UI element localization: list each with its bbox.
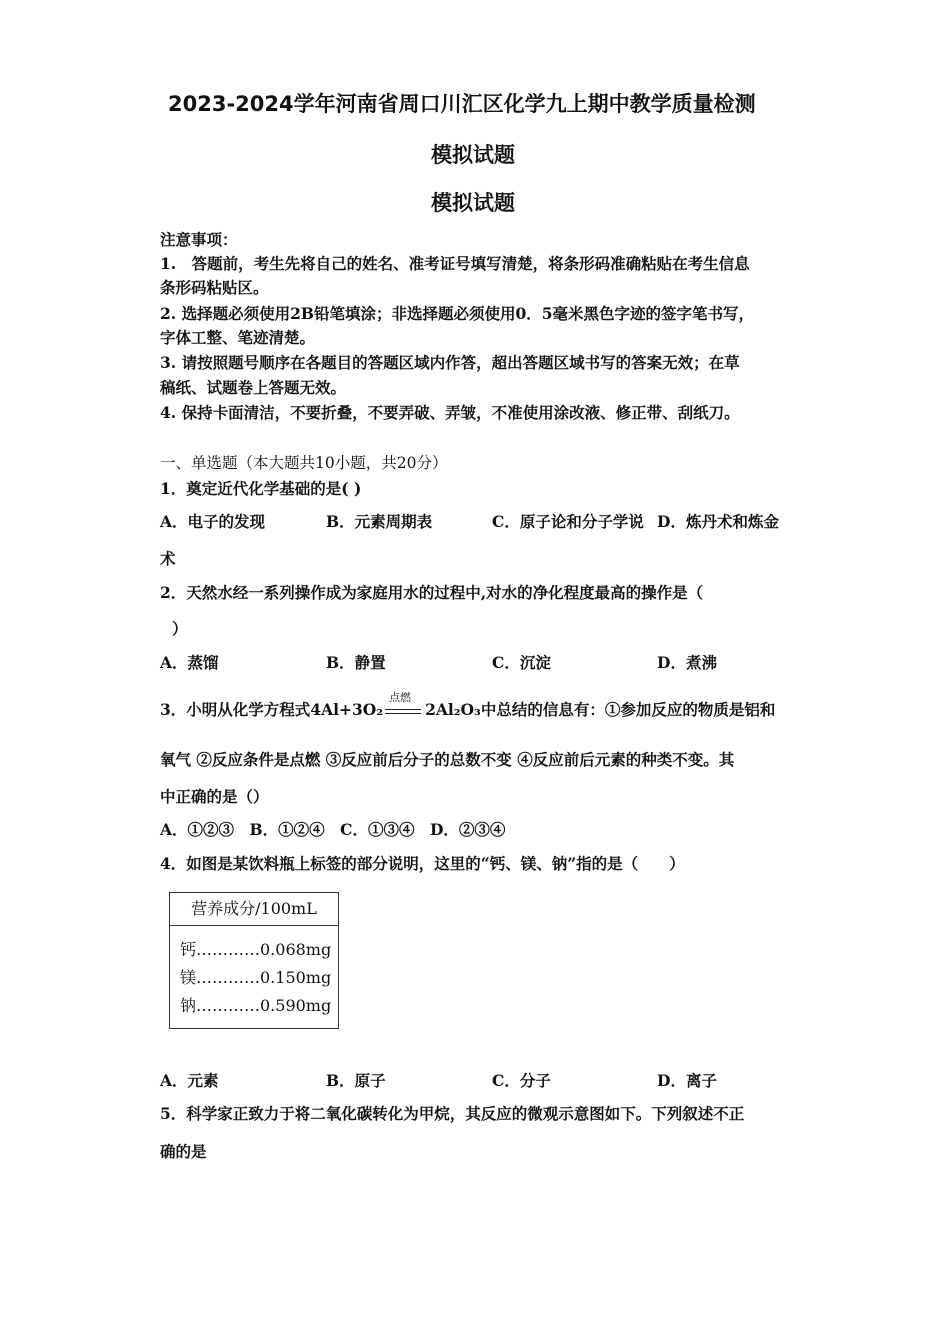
notice-line: 条形码粘贴区。 <box>160 278 269 297</box>
notice-heading: 注意事项： <box>160 230 238 249</box>
notice-line: 3. 请按照题号顺序在各题目的答题区域内作答，超出答题区域书写的答案无效；在草 <box>160 353 740 372</box>
notice-line: 1. 答题前，考生先将自己的姓名、准考证号填写清楚，将条形码准确粘贴在考生信息 <box>160 254 750 273</box>
reaction-condition: 点燃 <box>389 691 412 704</box>
q2-option-d: D．煮沸 <box>657 653 717 672</box>
q4-option-d: D．离子 <box>657 1071 717 1090</box>
q1-option-d-cont: 术 <box>160 549 176 568</box>
q3-stem <box>160 691 776 721</box>
nutrition-row: 钙…………0.068mg <box>180 940 332 959</box>
notice-line: 2. 选择题必须使用2B铅笔填涂；非选择题必须使用0．5毫米黑色字迹的签字笔书写， <box>160 304 755 323</box>
q3-stem-post: 2Al₂O₃中总结的信息有：①参加反应的物质是铝和 <box>425 700 776 719</box>
q2-stem-cont: ） <box>172 619 188 638</box>
nutrition-label-header: 营养成分/100mL <box>170 893 338 926</box>
nutrition-row: 镁…………0.150mg <box>180 968 332 987</box>
notice-line: 字体工整、笔迹清楚。 <box>160 328 316 347</box>
q4-option-c: C．分子 <box>492 1071 551 1090</box>
nutrition-label <box>169 892 339 1029</box>
q2-option-c: C．沉淀 <box>492 653 551 672</box>
q3-stem-pre: 3．小明从化学方程式4Al+3O₂ <box>160 700 384 719</box>
section-heading: 一、单选题（本大题共10小题，共20分） <box>160 454 448 472</box>
reaction-arrow <box>383 691 425 721</box>
notice-line: 4. 保持卡面清洁，不要折叠，不要弄破、弄皱，不准使用涂改液、修正带、刮纸刀。 <box>160 403 740 422</box>
q1-option-b: B．元素周期表 <box>326 512 433 531</box>
q3-stem-line3: 中正确的是（） <box>160 787 269 806</box>
q4-option-b: B．原子 <box>326 1071 386 1090</box>
q1-option-a: A．电子的发现 <box>160 512 266 531</box>
q1-option-c: C．原子论和分子学说 <box>492 512 644 531</box>
q2-option-b: B．静置 <box>326 653 386 672</box>
q3-options: A．①②③ B．①②④ C．①③④ D．②③④ <box>160 820 506 839</box>
page-title: 2023-2024学年河南省周口川汇区化学九上期中教学质量检测 <box>168 92 756 116</box>
q1-option-d: D．炼丹术和炼金 <box>657 512 779 531</box>
q4-stem: 4．如图是某饮料瓶上标签的部分说明，这里的“钙、镁、钠”指的是（ ） <box>160 854 685 873</box>
q1-stem: 1．奠定近代化学基础的是( ) <box>160 479 362 498</box>
page-subtitle-2: 模拟试题 <box>431 191 515 215</box>
q5-stem: 5．科学家正致力于将二氧化碳转化为甲烷，其反应的微观示意图如下。下列叙述不正 <box>160 1104 745 1123</box>
q3-stem-line2: 氧气 ②反应条件是点燃 ③反应前后分子的总数不变 ④反应前后元素的种类不变。其 <box>160 750 735 769</box>
q5-stem-cont: 确的是 <box>160 1142 207 1161</box>
notice-line: 稿纸、试题卷上答题无效。 <box>160 378 347 397</box>
q2-stem: 2．天然水经一系列操作成为家庭用水的过程中,对水的净化程度最高的操作是（ <box>160 583 704 602</box>
page-subtitle: 模拟试题 <box>431 143 515 167</box>
q4-option-a: A．元素 <box>160 1071 219 1090</box>
q2-option-a: A．蒸馏 <box>160 653 219 672</box>
nutrition-row: 钠…………0.590mg <box>180 996 332 1015</box>
